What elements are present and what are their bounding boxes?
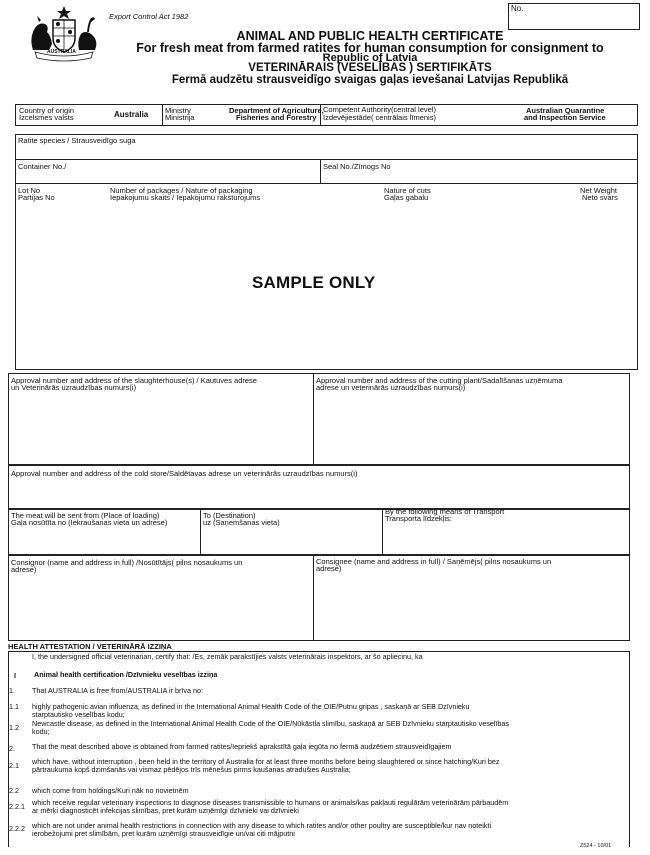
- container-no-field[interactable]: Container No./: [18, 162, 67, 171]
- ministry-value: Department of Agriculture,: [229, 106, 324, 115]
- item-num: 1.: [9, 686, 15, 695]
- item-text: which come from holdings/Kuri nāk no novietnēm: [32, 786, 189, 795]
- item-num: 1.2: [9, 723, 19, 732]
- item-text: which are not under animal health restrictions in connection with any disease to which ratites and/or other poultry are susceptible/kur nav noteikti: [32, 821, 492, 830]
- cutting-plant-field[interactable]: Approval number and address of the cutting plant/Sadalīšanas uzņēmuma: [316, 376, 563, 385]
- consignor-field[interactable]: Consignor (name and address in full) /Nosūtītājs( pilns nosaukums un: [11, 558, 243, 567]
- title-en-1: ANIMAL AND PUBLIC HEALTH CERTIFICATE: [236, 29, 504, 43]
- item-num: 2.1: [9, 761, 19, 770]
- crest-banner-text: AUSTRALIA: [47, 49, 76, 55]
- net-weight-label: Net Weight: [580, 186, 617, 195]
- item-text: That the meat described above is obtained from farmed ratites/Iepriekš aprakstītā gaļa iegūta no fermā audzētiem strausveidīgajiem: [32, 742, 452, 751]
- packages-label: Number of packages / Nature of packaging: [110, 186, 253, 195]
- lot-no-label: Lot No: [18, 186, 41, 195]
- animal-health-heading: Animal health certification /Dzīvnieku veselības izziņa: [34, 670, 218, 679]
- form-code: Z524 - 10/01: [580, 843, 612, 849]
- cold-store-field[interactable]: Approval number and address of the cold store/Saldētavas adrese un veterinārās uzraudzības numurs(i): [11, 469, 358, 478]
- item-num: 2.2.1: [9, 802, 25, 811]
- item-num: 2.: [9, 744, 15, 753]
- item-num: 1.1: [9, 702, 19, 711]
- sample-only-stamp: SAMPLE ONLY: [252, 273, 376, 292]
- title-en-2: For fresh meat from farmed ratites for human consumption for consignment to: [136, 41, 604, 55]
- attestation-heading: HEALTH ATTESTATION / VETERINĀRĀ IZZIŅA: [8, 642, 172, 651]
- seal-no-field[interactable]: Seal No./Zīmogs No: [323, 162, 391, 171]
- competent-authority-label: Competent Authority(central level): [323, 105, 436, 114]
- country-of-origin-label: Country of origin: [19, 106, 75, 115]
- transport-means-field[interactable]: By the following means of Transport: [385, 507, 505, 516]
- item-num: 2.2: [9, 786, 19, 795]
- destination-field[interactable]: To (Destination): [203, 511, 256, 520]
- item-text: which receive regular veterinary inspections to diagnose diseases transmissible to humans or animals/kas pakļauti regulārām veterinārām pārbaudēm: [32, 798, 509, 807]
- item-text: highly pathogenic avian influenza, as defined in the International Animal Health Code of the OIE/Putnu gripas , saskaņā ar SEB Dzīvnieku: [32, 702, 470, 711]
- consignee-field[interactable]: Consignee (name and address in full) / Saņēmējs( pilns nosaukums un: [316, 557, 552, 566]
- title-lv-2: Fermā audzētu strausveidīgo svaigas gaļas ievešanai Latvijas Republikā: [171, 74, 569, 86]
- ratite-species-field[interactable]: Ratite species / Strausveidīgo suga: [18, 136, 136, 145]
- certificate-number-box[interactable]: [508, 3, 640, 30]
- competent-authority-value: Australian Quarantine: [526, 106, 605, 115]
- item-text: That AUSTRALIA is free from/AUSTRALIA ir brīva no:: [32, 686, 203, 695]
- item-text: Newcastle disease, as defined in the International Animal Health Code of the OIE/Ņūkāstla slimību, saskaņā ar SEB Dzīvnieku starptautisko veselības: [32, 719, 510, 728]
- ministry-label: Ministry: [165, 106, 191, 115]
- item-num: 2.2.2: [9, 824, 25, 833]
- certificate-number-label: No.: [511, 4, 524, 13]
- slaughterhouse-field[interactable]: Approval number and address of the slaughterhouse(s) / Kautuves adrese: [11, 376, 257, 385]
- attestation-intro: I, the undersigned official veterinarian, certify that: /Es, zemāk parakstījies valsts veterinārais inspektors, ar šo apliecinu, ka: [32, 652, 423, 661]
- section-number: I: [14, 671, 16, 680]
- export-control-act: Export Control Act 1982: [109, 12, 189, 21]
- sent-from-field[interactable]: The meat will be sent from (Place of loading): [11, 511, 160, 520]
- title-lv-1: VETERINĀRAIS (VESELĪBAS ) SERTIFIKĀTS: [248, 62, 492, 74]
- item-text: which have, without interruption , been held in the territory of Australia for at least three months before being slaughtered or since hatching/Kuri bez: [32, 757, 500, 766]
- title-en-3: Republic of Latvia: [322, 52, 418, 64]
- nature-of-cuts-label: Nature of cuts: [384, 186, 431, 195]
- country-of-origin-value: Australia: [114, 110, 149, 119]
